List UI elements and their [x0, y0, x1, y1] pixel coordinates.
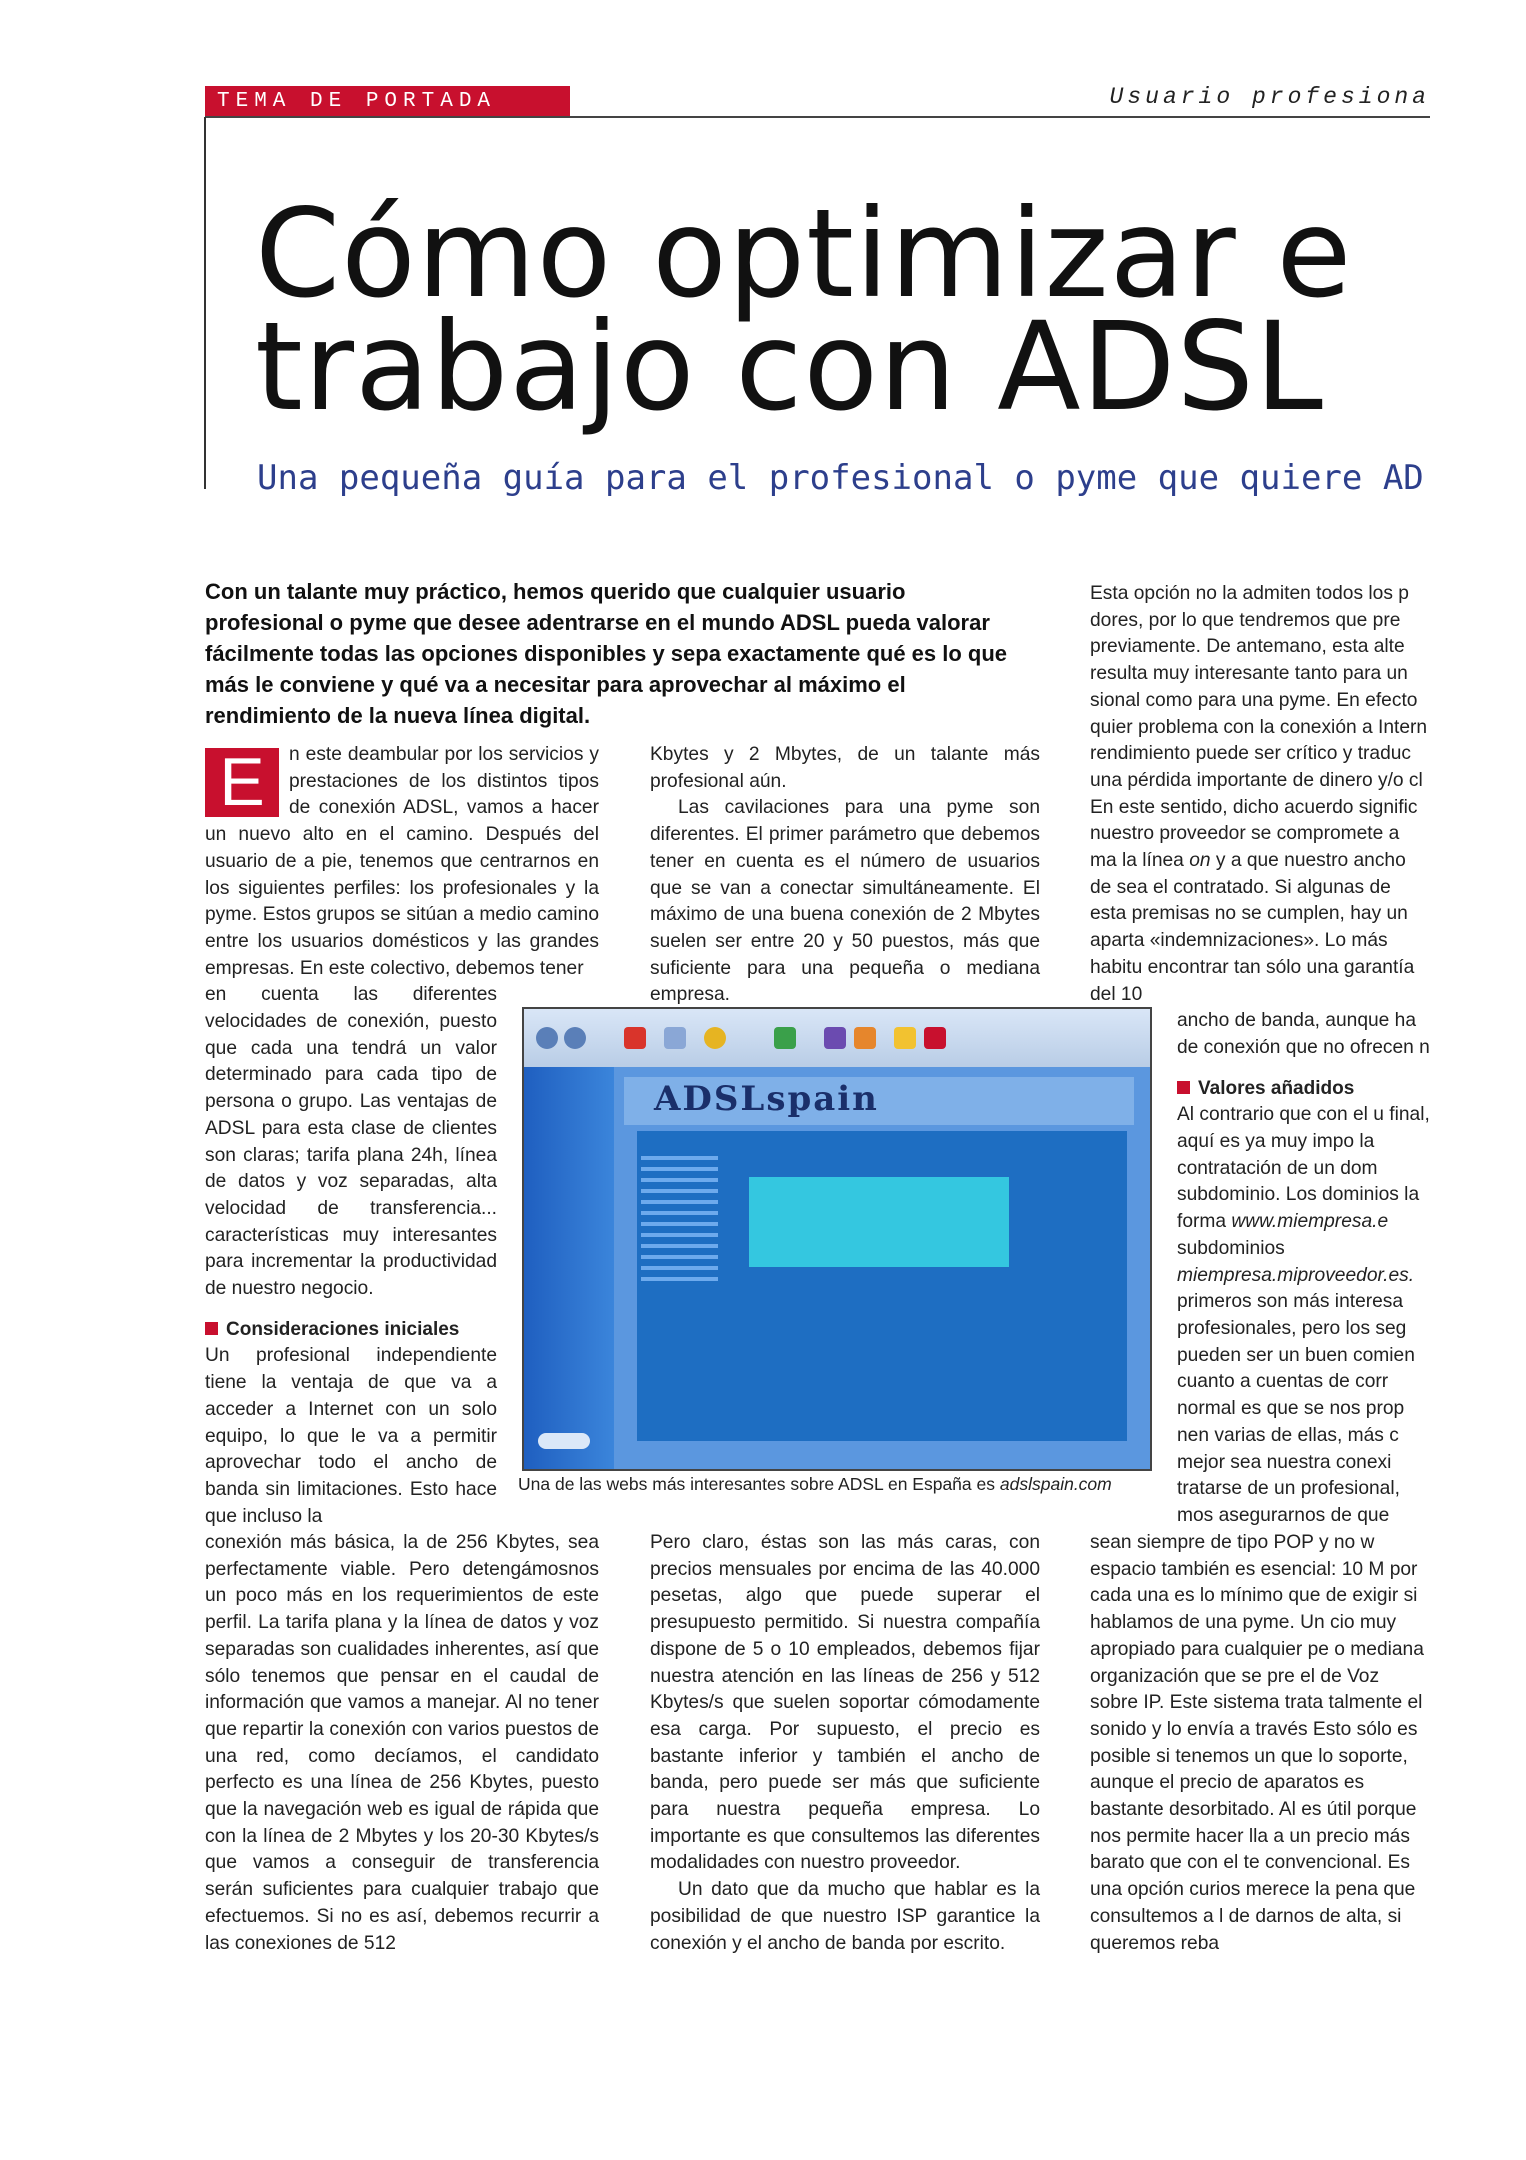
column-2-top [650, 742, 1040, 1009]
drop-cap: E [205, 748, 279, 817]
section-name: Usuario profesiona [1109, 84, 1430, 110]
body-paragraph: E n este deambular por los servicios y prestaciones de los distintos tipos de conexión ADSL, vamos a hacer un nuevo alto en el camino. Después del usuario de a pie, tenemos que centrarnos en los siguientes perfiles: los profesionales y la pyme. Estos grupos se sitúan a medio camino entre los usuarios domésticos y las grandes empresas. En este colectivo, debemos tener [205, 744, 599, 979]
star-icon [704, 1027, 726, 1049]
browser-sidebar [524, 1067, 614, 1469]
column-3-bottom [1090, 1530, 1430, 1957]
example-domain: www.miempresa.e [1231, 1211, 1389, 1233]
subtitle: Una pequeña guía para el profesional o pyme que quiere AD [257, 458, 1424, 498]
toolbar-app-icon [894, 1027, 916, 1049]
back-icon [536, 1027, 558, 1049]
body-paragraph: Pero claro, éstas son las más caras, con precios mensuales por encima de las 40.000 pesetas, algo que puede superar el presupuesto permitido. Si nuestra compañía dispone de 5 o 10 empleados, debemos fijar nuestra atención en las líneas de 256 y 512 Kbytes/s que suelen soportar cómodamente esa carga. Por supuesto, el precio es bastante inferior y también el ancho de banda, pero puede ser más que suficiente para nuestra pequeña empresa. Lo importante es que consultemos las diferentes modalidades con nuestro proveedor. [650, 1532, 1040, 1874]
body-paragraph: Esta opción no la admiten todos los p dores, por lo que tendremos que pre previamente. De antemano, esta alte resulta muy interesante tanto para un sional como para una pyme. En efecto quier problema con la conexión a Intern rendimiento puede ser crítico y traduc una pérdida importante de dinero y/o cl En este sentido, dicho acuerdo signific nuestro proveedor se compromete a ma la línea on y a que nuestro ancho de sea el contratado. Si algunas de esta premisas no se cumplen, hay un aparta «indemnizaciones». Lo más habitu encontrar tan sólo una garantía del 10 [1090, 583, 1428, 1005]
website-screenshot-figure [522, 1007, 1152, 1471]
toolbar-app-icon [624, 1027, 646, 1049]
subhead-consideraciones: Consideraciones iniciales [205, 1317, 599, 1344]
body-paragraph: Kbytes y 2 Mbytes, de un talante más profesional aún. [650, 744, 1040, 792]
title-vertical-rule [204, 117, 206, 489]
toolbar-app-icon [774, 1027, 796, 1049]
page-edge-crop [1430, 0, 1526, 2160]
toolbar-app-icon [924, 1027, 946, 1049]
caption-site: adslspain.com [999, 1474, 1112, 1494]
example-subdomain: miempresa.miproveedor.es. [1177, 1264, 1415, 1286]
body-paragraph: Las cavilaciones para una pyme son diferentes. El primer parámetro que debemos tener en cuenta es el número de usuarios que se van a conectar simultáneamente. El máximo de una buena conexión de 2 Mbytes suelen ser entre 20 y 50 puestos, más que suficiente para una pequeña o mediana empresa. [650, 797, 1040, 1006]
forward-icon [564, 1027, 586, 1049]
body-paragraph: sean siempre de tipo POP y no w espacio también es esencial: 10 M por cada una es lo mínimo que de exigir si hablamos de una pyme. Un cio muy apropiado para cualquier pe o mediana organización que se pre el de Voz sobre IP. Este sistema trata talmente el sonido y lo envía a través Esto sólo es posible si tenemos un que lo soporte, aunque el precio de aparatos es bastante desorbitado. Al es útil porque nos permite hacer lla a un precio más barato que con el te convencional. Es una opción curios merece la pena que consultemos a l de darnos de alta, si queremos reba [1090, 1532, 1424, 1954]
bullet-square-icon [1177, 1081, 1190, 1094]
site-logo: ADSLspain [654, 1079, 879, 1119]
headline-line-2: trabajo con ADSL [255, 296, 1324, 438]
toolbar-app-icon [824, 1027, 846, 1049]
site-menu [637, 1149, 722, 1409]
body-paragraph: ancho de banda, aunque ha de conexión que no ofrecen n [1177, 1010, 1430, 1058]
headline-line-1: Cómo optimizar e [255, 183, 1353, 325]
column-2-bottom [650, 1530, 1040, 1957]
header-rule [205, 116, 1430, 118]
body-paragraph: en cuenta las diferentes velocidades de conexión, puesto que cada una tendrá un valor determinado para cada tipo de persona o grupo. Las ventajas de ADSL para esta clase de clientes son claras; tarifa plana 24h, línea de datos y voz separadas, alta velocidad de transferencia... características muy interesantes para incrementar la productividad de nuestro negocio. [205, 984, 497, 1300]
column-1-bottom [205, 1530, 599, 1957]
browser-toolbar [524, 1009, 1150, 1067]
figure-caption: Una de las webs más interesantes sobre ADSL en España es adslspain.com [518, 1474, 1112, 1494]
subhead-valores: Valores añadidos [1177, 1076, 1430, 1103]
bullet-square-icon [205, 1322, 218, 1335]
lead-paragraph: Con un talante muy práctico, hemos querido que cualquier usuario profesional o pyme que desee adentrarse en el mundo ADSL pueda valorar fácilmente todas las opciones disponibles y sepa exactamente qué es lo que más le conviene y qué va a necesitar para aprovechar al máximo el rendimiento de la nueva línea digital. [205, 579, 1008, 728]
body-paragraph: Un profesional independiente tiene la ventaja de que va a acceder a Internet con un solo equipo, lo que le va a permitir aprovechar todo el ancho de banda sin limitaciones. Esto hace que incluso la [205, 1345, 497, 1527]
site-form-panel [749, 1177, 1009, 1267]
body-paragraph: Al contrario que con el u final, aquí es ya muy impo la contratación de un dom subdominio. Los dominios la forma www.miempresa.e subdominios miempresa.miproveedor.es. primeros son más interesa profesionales, pero los seg pueden ser un buen comien cuanto a cuentas de corr normal es que se nos prop nen varias de ellas, más c mejor sea nuestra conexi tratarse de un profesional, mos asegurarnos de que [1177, 1104, 1430, 1526]
toolbar-app-icon [854, 1027, 876, 1049]
sidebar-button [538, 1433, 590, 1449]
toolbar-app-icon [664, 1027, 686, 1049]
body-paragraph: Un dato que da mucho que hablar es la posibilidad de que nuestro ISP garantice la conexión y el ancho de banda por escrito. [650, 1879, 1040, 1954]
body-paragraph: conexión más básica, la de 256 Kbytes, sea perfectamente viable. Pero detengámosnos un poco más en los requerimientos de este perfil. La tarifa plana y la línea de datos y voz separadas son cualidades inherentes, así que sólo tenemos que pensar en el caudal de información que vamos a manejar. Al no tener que repartir la conexión con varios puestos de una red, como decíamos, el candidato perfecto es una línea de 256 Kbytes, puesto que la navegación web es igual de rápida que con la línea de 2 Mbytes y los 20-30 Kbytes/s que vamos a conseguir de transferencia serán suficientes para cualquier trabajo que efectuemos. Si no es así, debemos recurrir a las conexiones de 512 [205, 1532, 599, 1954]
section-tag: TEMA DE PORTADA [205, 86, 570, 117]
